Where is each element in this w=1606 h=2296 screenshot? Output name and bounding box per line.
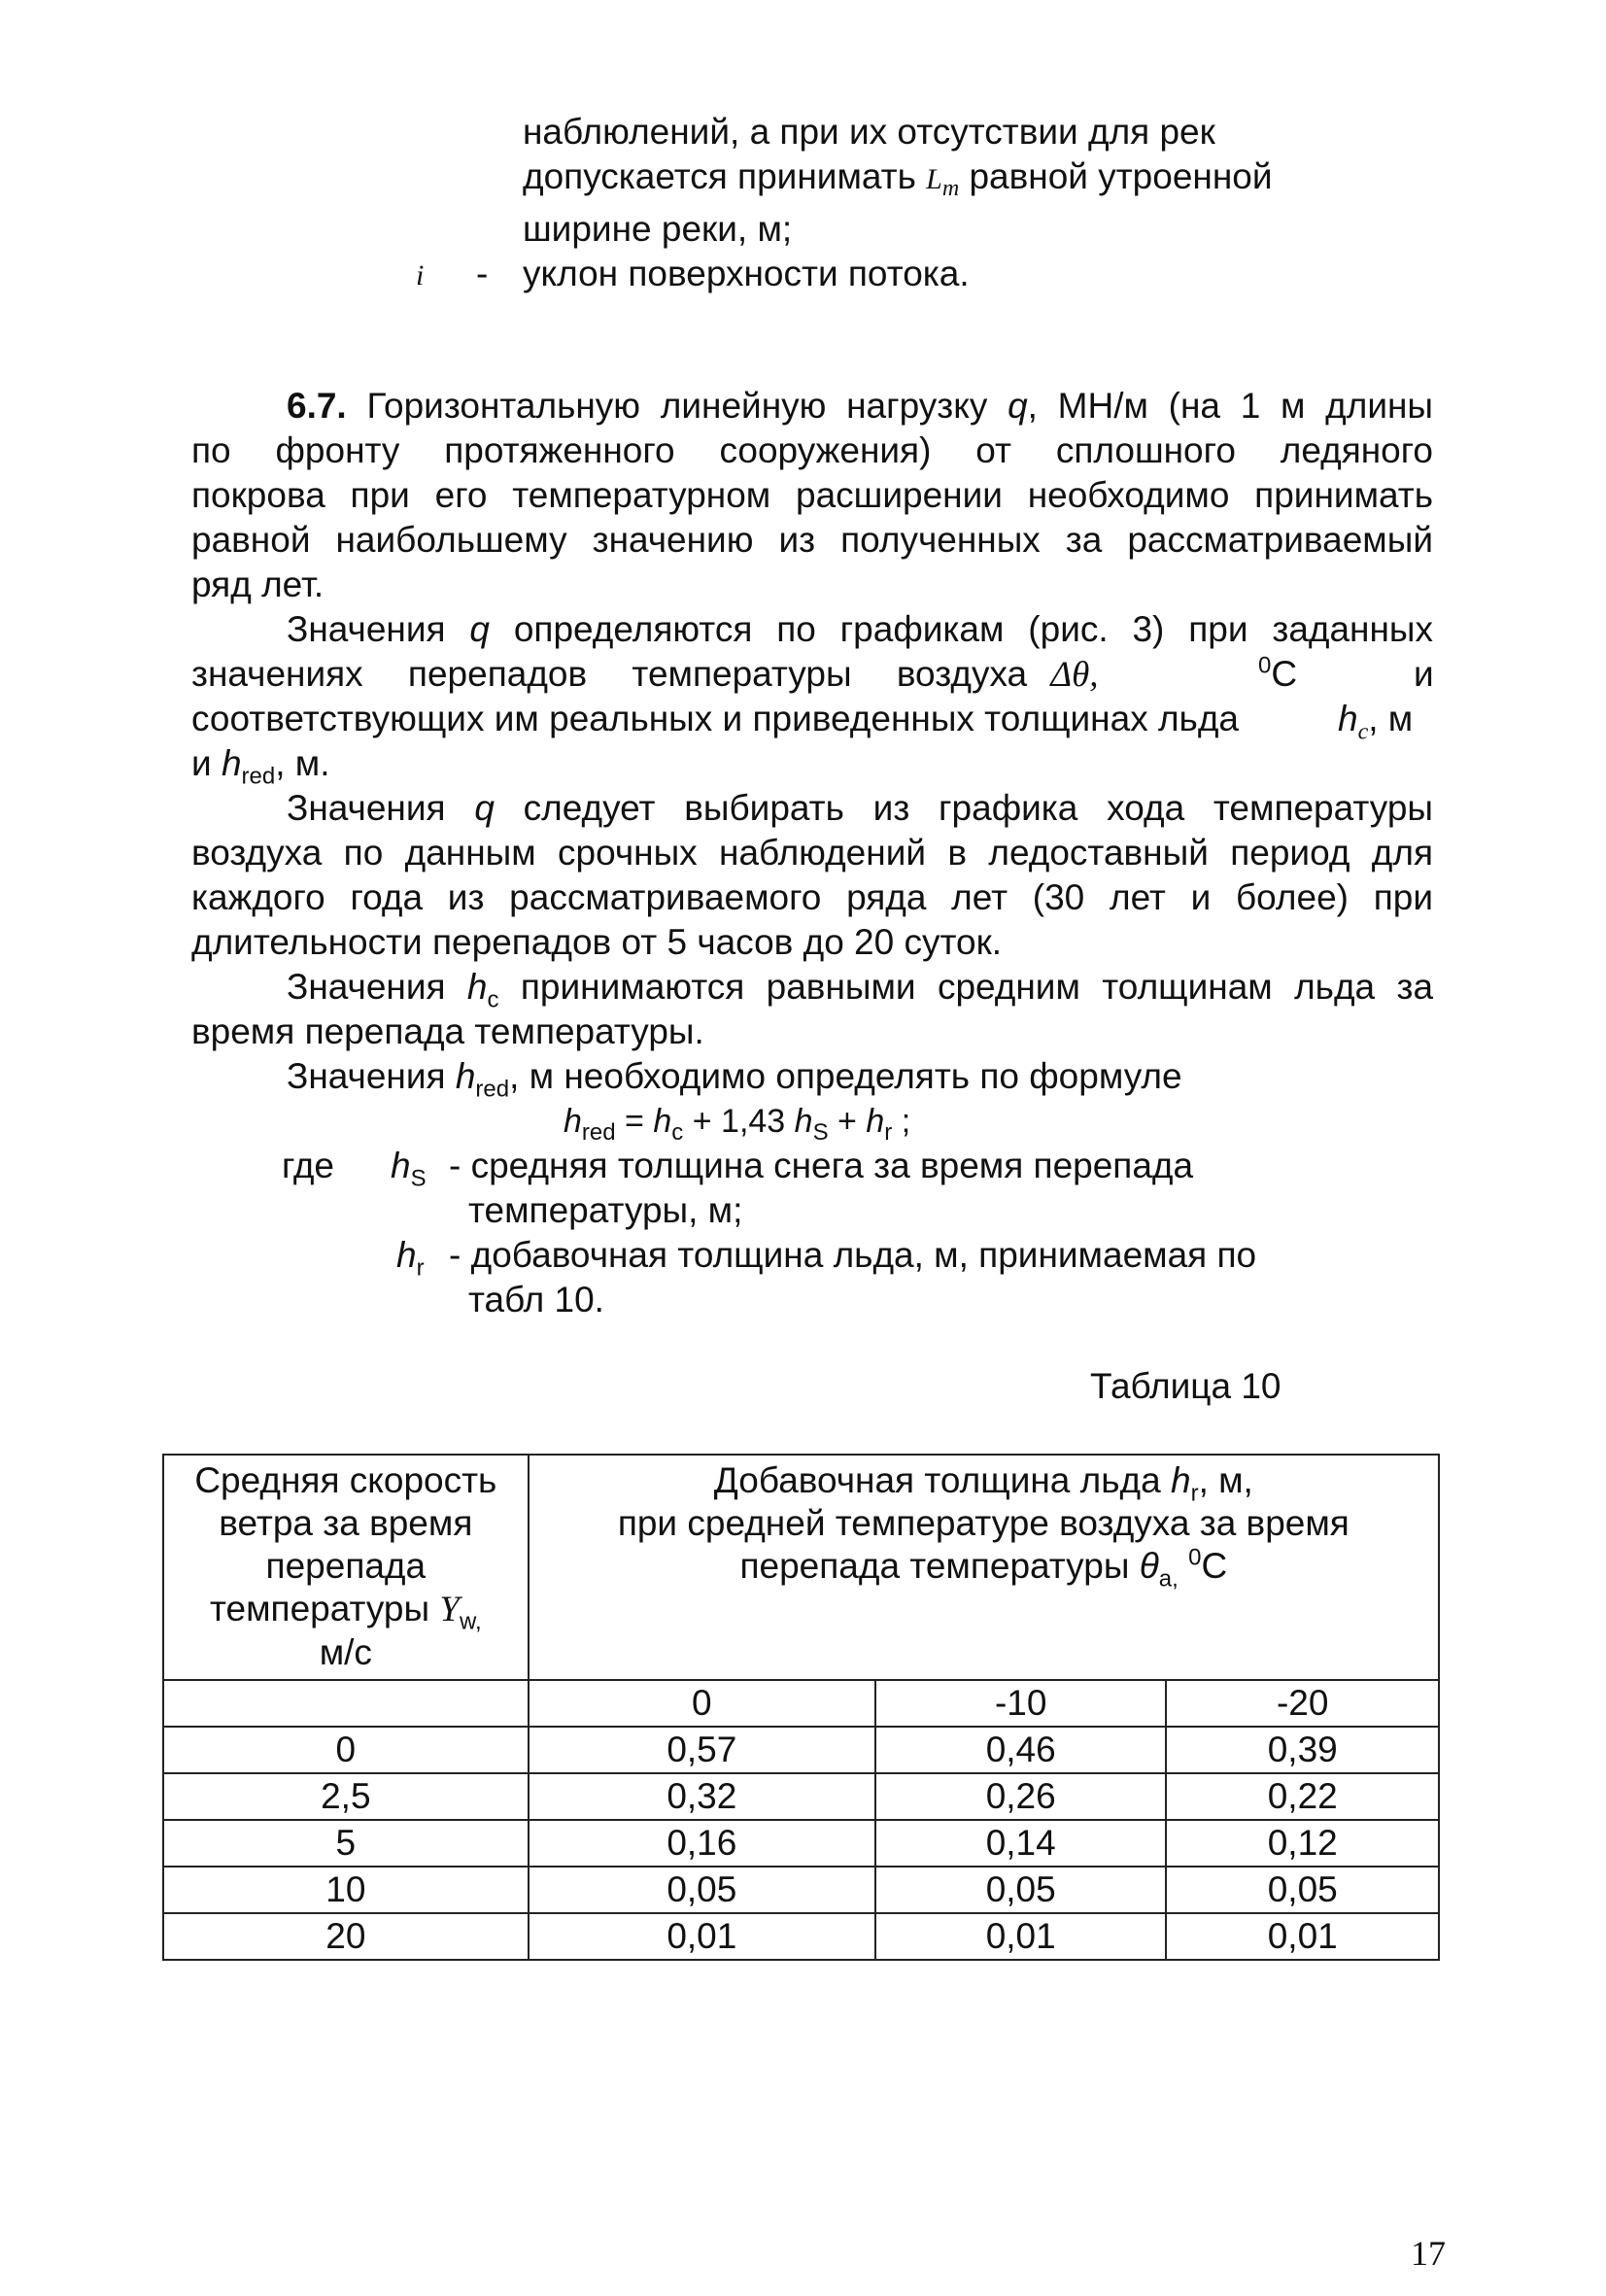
text: допускается принимать [523,156,916,196]
subscript: m [941,176,960,201]
table-cell: 0,01 [529,1913,875,1960]
table-cell: 20 [163,1913,529,1960]
symbol-h: h [391,1146,411,1185]
formula-end: ; [892,1103,911,1140]
para-line [191,831,1433,875]
where-hr-desc: - добавочная толщина льда, м, принимаемая по [449,1235,1257,1275]
text: покрова при его температурном расширении необходимо принимать [191,475,1433,515]
para-line [191,697,1433,745]
table-cell: 2,5 [163,1773,529,1820]
para-line [191,875,1433,920]
symbol-q: q [469,609,490,649]
text: и [1414,654,1434,694]
page-number: 17 [1411,2234,1446,2273]
table-row [163,1773,1439,1820]
para-line [191,518,1433,563]
header-ice-thickness [529,1455,1439,1680]
text: по фронту протяженного сооружения) от сплошного ледяного [191,430,1433,470]
dash: - [476,254,489,293]
table-cell: 0,05 [1166,1867,1439,1913]
text: , МН/м (на 1 м длины [1027,386,1434,426]
table-cell: 0,14 [875,1820,1166,1867]
text-line [523,110,1215,154]
formula-h-c: h [653,1103,672,1140]
table-cell: 0,16 [529,1820,875,1867]
table-row [163,1727,1439,1773]
text: Значения [287,609,446,649]
subscript: r [416,1254,425,1282]
table-row [163,1867,1439,1913]
subscript: S [812,1118,829,1146]
text: равной наибольшему значению из полученных за рассматриваемый [191,520,1433,560]
para-line [287,1054,1182,1103]
subscript: c [1357,719,1369,745]
text: , м. [275,743,330,783]
symbol-h: h [455,1056,476,1096]
text: уклон поверхности потока. [523,254,970,293]
header-text: м/с [319,1632,372,1672]
text: принимаются равными средним толщинам льда за [520,967,1434,1007]
subscript: a, [1158,1565,1179,1593]
header-text: при средней температуре воздуха за время [617,1503,1350,1543]
para-line [191,563,324,607]
degree: 0 [1188,1544,1202,1571]
text: соответствующих им реальных и приведенных толщинах льда [191,699,1240,738]
subscript: red [581,1118,616,1146]
ice-thickness-table [162,1454,1440,1961]
degree: 0 [1258,652,1272,679]
para-line [287,786,1433,831]
text-line [523,207,792,252]
table-row [163,1820,1439,1867]
text: Значения [287,1056,446,1096]
where-hs-desc: - средняя толщина снега за время перепада [449,1146,1194,1185]
header-text-line [533,1544,1434,1593]
header-text: перепада температуры [739,1546,1130,1586]
temp-cell: 0 [529,1680,875,1727]
symbol-q: q [1008,386,1028,426]
symbol-h: h [466,967,488,1007]
table-cell: 0,12 [1166,1820,1439,1867]
subscript: c [671,1118,684,1146]
table-cell: 0,46 [875,1727,1166,1773]
para-line [191,428,1433,473]
formula-h-r: h [866,1103,885,1140]
table-cell: 0,01 [1166,1913,1439,1960]
symbol-theta: θ [1139,1546,1159,1586]
temp-cell: -20 [1166,1680,1439,1727]
header-text: Добавочная толщина льда [713,1460,1161,1500]
symbol-q: q [474,788,495,828]
symbol-i: i [416,259,425,291]
table-cell: 0,26 [875,1773,1166,1820]
symbol-h: h [396,1235,417,1275]
table-temp-row [163,1680,1439,1727]
where-hr [396,1233,425,1282]
symbol-delta-theta: Δθ, [1050,655,1099,695]
subscript: c [487,986,499,1013]
table-cell-empty [163,1680,529,1727]
header-wind-speed [163,1455,529,1680]
header-text-line [168,1588,524,1635]
text: Значения [287,967,446,1007]
para-line [191,741,330,790]
table-cell: 0 [163,1727,529,1773]
text: длительности перепадов от 5 часов до 20 суток. [191,922,1003,962]
table-cell: 5 [163,1820,529,1867]
formula-op: = [615,1103,654,1140]
where-hr-desc: табл 10. [468,1280,604,1319]
text: , м необходимо определять по формуле [509,1056,1182,1096]
header-text: температуры [209,1589,430,1628]
header-text: перепада [265,1546,427,1586]
formula-op: + 1,43 [683,1103,795,1140]
where-hs-desc: температуры, м; [468,1190,743,1230]
where-hs [391,1144,427,1192]
text: определяются по графикам (рис. 3) при заданных [513,609,1434,649]
unit: С [1271,654,1298,694]
subscript: r [1190,1480,1199,1507]
header-text: ветра за время [219,1503,473,1543]
subscript: red [241,763,276,790]
symbol-h: h [1338,699,1358,738]
header-text-line [533,1459,1434,1507]
table-cell: 0,39 [1166,1727,1439,1773]
subscript: S [410,1165,427,1192]
table-row [163,1913,1439,1960]
table-cell: 0,01 [875,1913,1166,1960]
table-cell: 0,22 [1166,1773,1439,1820]
text: Горизонтальную линейную нагрузку [366,386,988,426]
table-caption: Таблица 10 [1090,1366,1281,1406]
para-line [287,384,1433,428]
para-line [191,920,1002,965]
para-line [191,473,1433,518]
table-cell: 0,32 [529,1773,875,1820]
text: ширине реки, м; [523,209,793,249]
table-cell: 0,05 [875,1867,1166,1913]
para-line [191,1010,704,1054]
table-cell: 10 [163,1867,529,1913]
section-number: 6.7. [287,386,347,426]
text: воздуха по данным срочных наблюдений в ледоставный период для [191,833,1433,873]
text: и [191,743,212,783]
formula-h-red: h [564,1103,582,1140]
text: ряд лет. [191,565,325,604]
table-cell: 0,57 [529,1727,875,1773]
para-line [287,607,1433,652]
symbol-y: Y [439,1590,460,1629]
subscript: w, [459,1608,482,1635]
text: значениях перепадов температуры воздуха [191,654,1028,694]
formula-op: + [828,1103,867,1140]
header-text: , м, [1198,1460,1253,1500]
header-text: Средняя скорость [194,1460,497,1500]
text-line [523,154,1273,202]
text: наблюлений, а при их отсутствии для рек [523,112,1215,152]
symbol: L [926,163,942,195]
where-label: где [282,1146,335,1185]
table-cell: 0,05 [529,1867,875,1913]
text: равной утроенной [969,156,1273,196]
subscript: r [884,1118,893,1146]
text: Значения [287,788,446,828]
temp-cell: -10 [875,1680,1166,1727]
para-line [191,652,1433,698]
formula [564,1099,910,1144]
subscript: red [475,1076,510,1103]
text: каждого года из рассматриваемого ряда лет (30 лет и более) при [191,877,1433,917]
symbol-h: h [221,743,242,783]
unit: С [1201,1546,1228,1586]
formula-h-s: h [794,1103,813,1140]
symbol-h: h [1170,1460,1191,1500]
para-line [287,965,1434,1013]
text: время перепада температуры. [191,1011,704,1051]
text: следует выбирать из графика хода температуры [523,788,1434,828]
text: , м [1368,699,1414,738]
